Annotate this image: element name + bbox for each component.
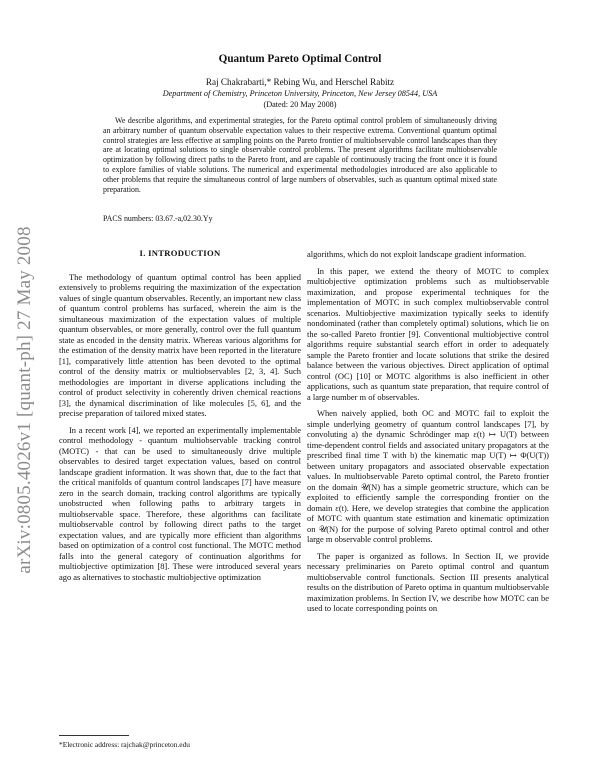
arxiv-id: arXiv:0805.4026v1 [quant-ph] 27 May 2008	[14, 226, 35, 574]
section-heading: I. INTRODUCTION	[139, 248, 221, 258]
paragraph: The paper is organized as follows. In Section II, we provide necessary preliminaries on Pareto optimal control and quantum multiobservable control functionals. Section III presents analytical results on the distribution of Pareto optima in quantum multiobservable maximization problems. In Section IV, we describe how MOTC can be used to locate corresponding points on	[307, 550, 549, 613]
abstract: We describe algorithms, and experimental strategies, for the Pareto optimal control problem of simultaneously driving an arbitrary number of quantum observable expectation values to their respective extrema. Conventional quantum optimal control strategies are less effective at sampling points on the Pareto frontier of multiobservable control landscapes than they are at locating optimal solutions to single observable control problems. The present algorithms facilitate multiobservable optimization by following direct paths to the Pareto front, and are capable of continuously tracing the front once it is found to explore families of viable solutions. The numerical and experimental methodologies introduced are also applicable to other problems that require the simultaneous control of large numbers of observables, such as quantum optimal mixed state preparation.	[103, 116, 497, 194]
paragraph: algorithms, which do not exploit landscape gradient information.	[307, 249, 527, 259]
paragraph: When naively applied, both OC and MOTC fail to exploit the simple underlying geometry of quantum control landscapes [7], by convoluting a) the dynamic Schrödinger map ε(t) ↦ U(T) between time-dependent control fields and associated unitary propagators at the prescribed final time T with b) the kinematic map U(T) ↦ Φ(U(T)) between unitary propagators and associated observable expectation values. In multiobservable Pareto optimal control, the Pareto frontier on the domain 𝒰(N) has a simple geometric structure, which can be exploited to efficiently sample the corresponding frontier on the domain ε(t). Here, we develop strategies that combine the application of MOTC with quantum state estimation and kinematic optimization on 𝒰(N) for the purpose of solving Pareto optimal control and other large m observable control problems.	[307, 408, 549, 544]
paragraph: In a recent work [4], we reported an experimentally implementable control methodology - quantum multiobservable tracking control (MOTC) - that can be used to simultaneously drive multiple observables to desired target expectation values, based on control landscape gradient information. It was shown that, due to the fact that the critical manifolds of quantum control landscapes [7] have measure zero in the search domain, tracking control algorithms are typically unobstructed when following paths to arbitrary targets in multiobservable space. Therefore, these algorithms can facilitate multiobservable control by following direct paths to the target expectation values, and are typically more efficient than algorithms based on optimization of a control cost functional. The MOTC method falls into the general category of continuation algorithms for multiobjective optimization [8]. These were introduced several years ago as alternatives to stochastic multiobjective optimization	[59, 424, 301, 582]
date-line: (Dated: 20 May 2008)	[263, 100, 337, 109]
affiliation: Department of Chemistry, Princeton University, Princeton, New Jersey 08544, USA	[162, 89, 438, 98]
left-column	[59, 248, 301, 588]
paragraph: The methodology of quantum optimal control has been applied extensively to problems requiring the maximization of the expectation values of single quantum observables. Recently, an important new class of quantum control problems has surfaced, wherein the aim is the simultaneous maximization of the expectation values of multiple quantum observables, or more generally, control over the full quantum state as encoded in the density matrix. Whereas various algorithms for the estimation of the density matrix have been reported in the literature [1], comparatively little attention has been devoted to the optimal control of the density matrix or multiobservables [2, 3, 4]. Such methodologies are important in diverse applications including the control of product selectivity in coherently driven chemical reactions [3], the dynamical discrimination of like molecules [5, 6], and the precise preparation of tailored mixed states.	[59, 271, 301, 418]
pacs-numbers: PACS numbers: 03.67.-a,02.30.Yy	[103, 214, 213, 223]
paper-title: Quantum Pareto Optimal Control	[218, 53, 382, 65]
author-list: Raj Chakrabarti,* Rebing Wu, and Herschel Rabitz	[205, 77, 395, 87]
footnote: *Electronic address: rajchak@princeton.edu	[59, 740, 190, 749]
footnote-rule	[59, 735, 129, 736]
paragraph: In this paper, we extend the theory of MOTC to complex multiobjective optimization problems such as multiobservable maximization, and propose experimental techniques for the implementation of MOTC in such complex multiobservable control scenarios. Multiobjective maximization typically seeks to identify nondominated (rather than completely optimal) solutions, which lie on the so-called Pareto frontier [9]. Conventional multiobjective control algorithms require substantial search effort in order to adequately sample the Pareto frontier and locate solutions that strike the desired balance between the various objectives. Direct application of optimal control (OC) [10] or MOTC algorithms is also inefficient in other applications, such as quantum state preparation, that require control of a large number m of observables.	[307, 265, 549, 402]
arxiv-stamp	[8, 190, 42, 610]
right-column	[307, 249, 549, 620]
